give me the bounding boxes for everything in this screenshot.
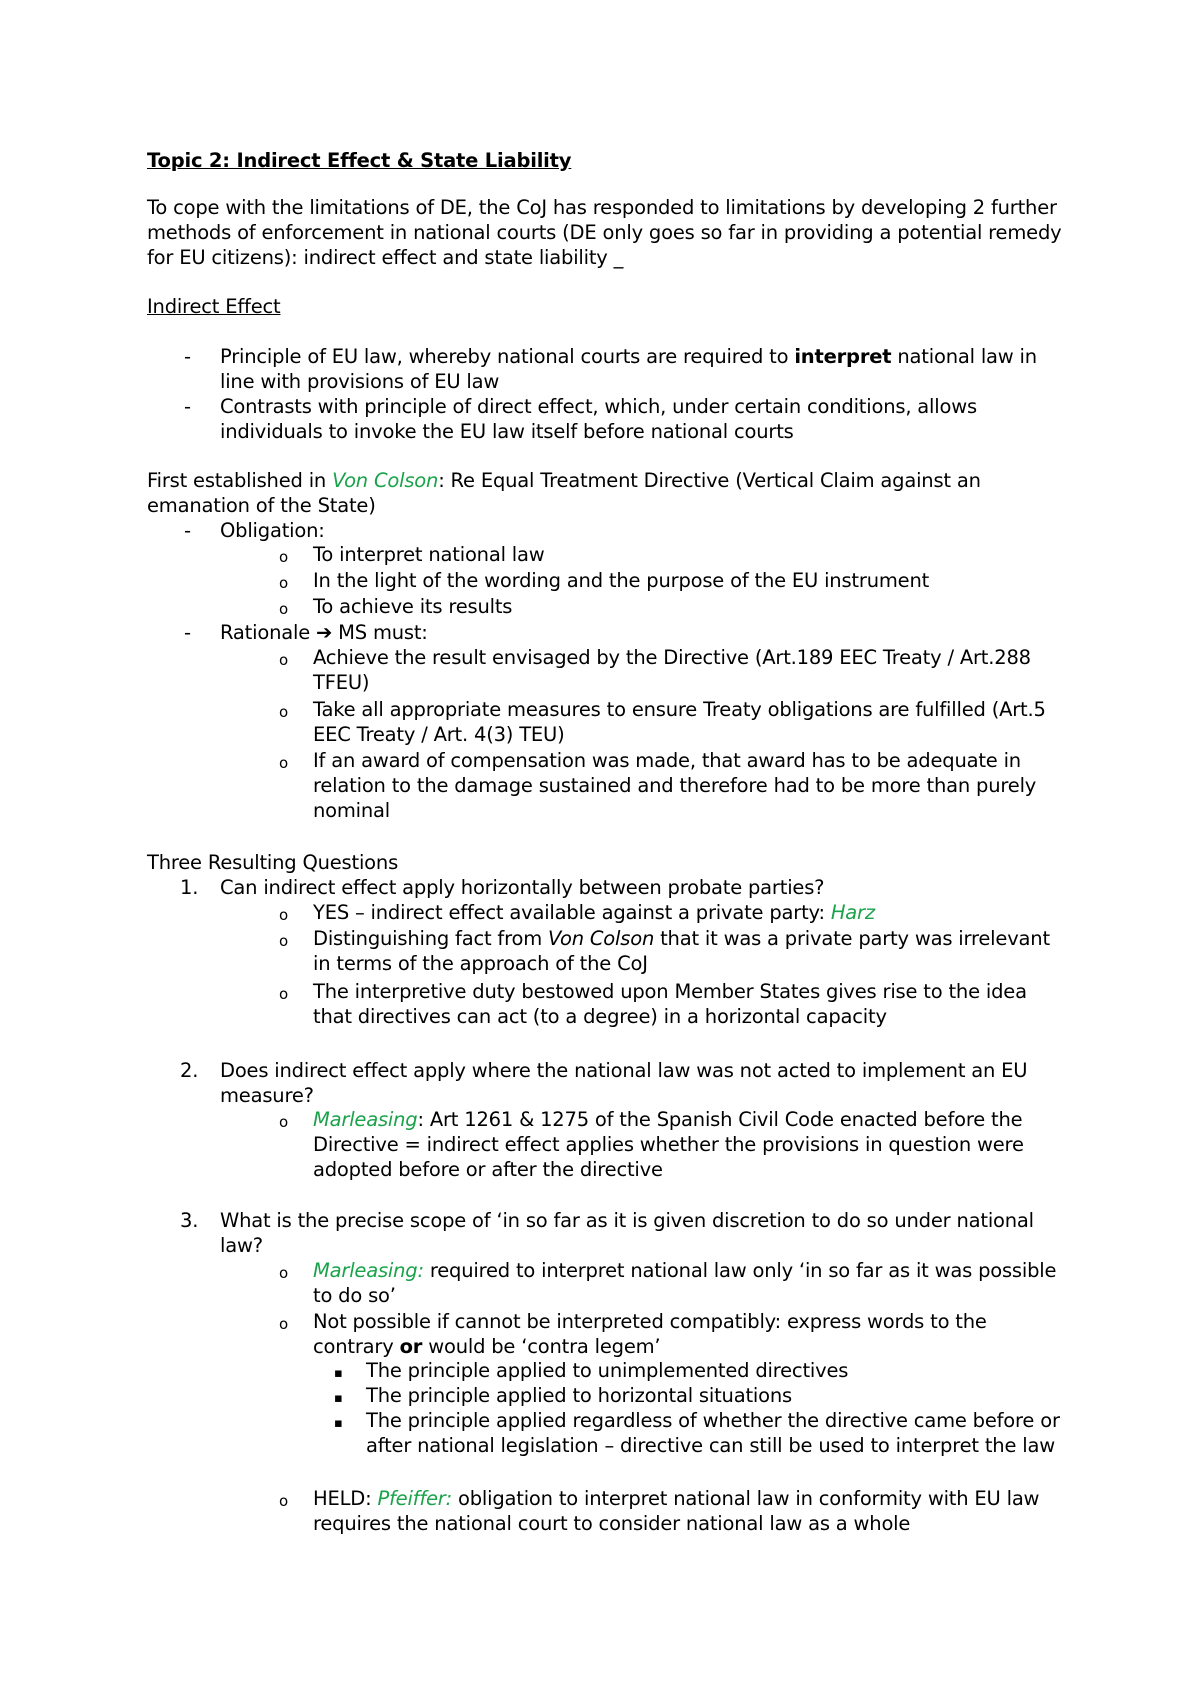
dash-bullet: - <box>184 621 191 644</box>
circle-bullet: o <box>279 1492 288 1510</box>
q3-answer-1 <box>313 1258 1070 1308</box>
q3-a2-bold: or <box>399 1335 423 1358</box>
circle-bullet: o <box>279 754 288 772</box>
case-name: Von Colson <box>548 927 655 950</box>
circle-bullet: o <box>279 574 288 592</box>
von-colson-paragraph <box>147 468 1067 518</box>
ie-point-1-bold: interpret <box>794 345 892 368</box>
rationale-text-end: MS must: <box>332 621 428 644</box>
q1-a2-text: Distinguishing fact from <box>313 927 548 950</box>
case-name: Von Colson <box>332 469 439 492</box>
q3-sub-point: The principle applied regardless of whether the directive came before or after national legislation – directive can still be used to interpret the law <box>366 1409 1060 1457</box>
question-number: 1. <box>180 876 199 899</box>
indirect-effect-heading: Indirect Effect <box>147 295 281 318</box>
q1-answer-2 <box>313 926 1070 976</box>
ie-point-1-text: Principle of EU law, whereby national courts are required to <box>220 345 795 368</box>
q3-a3-text: HELD: <box>313 1487 378 1510</box>
dash-bullet: - <box>184 345 191 368</box>
page-title: Topic 2: Indirect Effect & State Liability <box>147 149 572 172</box>
circle-bullet: o <box>279 932 288 950</box>
q3-a2-text: Not possible if cannot be interpreted compatibly: express words to the contrary <box>313 1310 987 1358</box>
q3-a1-text: required to interpret national law only ‘in so far as it was possible to do so’ <box>313 1259 1057 1307</box>
square-bullet: ▪ <box>334 1366 343 1381</box>
obligation-item: In the light of the wording and the purpose of the EU instrument <box>313 569 930 592</box>
q1-a1-text: YES – indirect effect available against a private party: <box>313 901 831 924</box>
questions-heading: Three Resulting Questions <box>147 851 399 874</box>
circle-bullet: o <box>279 1264 288 1282</box>
dash-bullet: - <box>184 395 191 418</box>
case-name: Harz <box>830 901 875 924</box>
obligation-label: Obligation: <box>220 519 325 542</box>
ie-point-1 <box>220 344 1070 394</box>
q3-sub-point: The principle applied to unimplemented directives <box>366 1359 849 1382</box>
question-2: Does indirect effect apply where the national law was not acted to implement an EU measure? <box>220 1059 1028 1107</box>
question-number: 2. <box>180 1059 199 1082</box>
square-bullet: ▪ <box>334 1391 343 1406</box>
q1-answer-3: The interpretive duty bestowed upon Member States gives rise to the idea that directives can act (to a degree) in a horizontal capacity <box>313 980 1027 1028</box>
dash-bullet: - <box>184 519 191 542</box>
obligation-item: To achieve its results <box>313 595 513 618</box>
case-name: Pfeiffer: <box>377 1487 452 1510</box>
ie-point-2: Contrasts with principle of direct effect, which, under certain conditions, allows individuals to invoke the EU law itself before national courts <box>220 395 977 443</box>
q2-answer-1 <box>313 1107 1070 1182</box>
q3-answer-3 <box>313 1486 1070 1536</box>
circle-bullet: o <box>279 1315 288 1333</box>
square-bullet: ▪ <box>334 1416 343 1431</box>
rationale-item: Take all appropriate measures to ensure Treaty obligations are fulfilled (Art.5 EEC Treaty / Art. 4(3) TEU) <box>313 698 1046 746</box>
circle-bullet: o <box>279 651 288 669</box>
intro-paragraph: To cope with the limitations of DE, the CoJ has responded to limitations by developing 2 further methods of enforcement in national courts (DE only goes so far in providing a potential remedy for EU citizens): indirect effect and state liability _ <box>147 196 1062 269</box>
rationale-text: Rationale <box>220 621 316 644</box>
case-name: Marleasing <box>313 1108 418 1131</box>
vc-post: : Re Equal Treatment Directive (Vertical Claim against an emanation of the State) <box>147 469 981 517</box>
question-3: What is the precise scope of ‘in so far as it is given discretion to do so under national law? <box>220 1209 1034 1257</box>
circle-bullet: o <box>279 703 288 721</box>
q1-a2-text-end: that it was a private party was irrelevant in terms of the approach of the CoJ <box>313 927 1050 975</box>
rationale-item: Achieve the result envisaged by the Directive (Art.189 EEC Treaty / Art.288 TFEU) <box>313 646 1031 694</box>
ie-point-1-text-end: national law in line with provisions of EU law <box>220 345 1037 393</box>
rationale-label <box>220 620 1070 645</box>
circle-bullet: o <box>279 548 288 566</box>
circle-bullet: o <box>279 1113 288 1131</box>
circle-bullet: o <box>279 906 288 924</box>
q1-answer-1 <box>313 900 1070 925</box>
arrow-icon: ➔ <box>316 621 333 644</box>
q2-a1-text: : Art 1261 & 1275 of the Spanish Civil Code enacted before the Directive = indirect effect applies whether the provisions in question were adopted before or after the directive <box>313 1108 1024 1181</box>
obligation-item: To interpret national law <box>313 543 545 566</box>
q3-a2-text-end: would be ‘contra legem’ <box>422 1335 661 1358</box>
question-1: Can indirect effect apply horizontally between probate parties? <box>220 876 825 899</box>
question-number: 3. <box>180 1209 199 1232</box>
q3-sub-point: The principle applied to horizontal situations <box>366 1384 792 1407</box>
circle-bullet: o <box>279 985 288 1003</box>
rationale-item: If an award of compensation was made, that award has to be adequate in relation to the damage sustained and therefore had to be more than purely nominal <box>313 749 1037 822</box>
case-name: Marleasing: <box>313 1259 424 1282</box>
q3-a3-text-end: obligation to interpret national law in conformity with EU law requires the national court to consider national law as a whole <box>313 1487 1040 1535</box>
q3-answer-2 <box>313 1309 1070 1359</box>
vc-pre: First established in <box>147 469 333 492</box>
circle-bullet: o <box>279 600 288 618</box>
